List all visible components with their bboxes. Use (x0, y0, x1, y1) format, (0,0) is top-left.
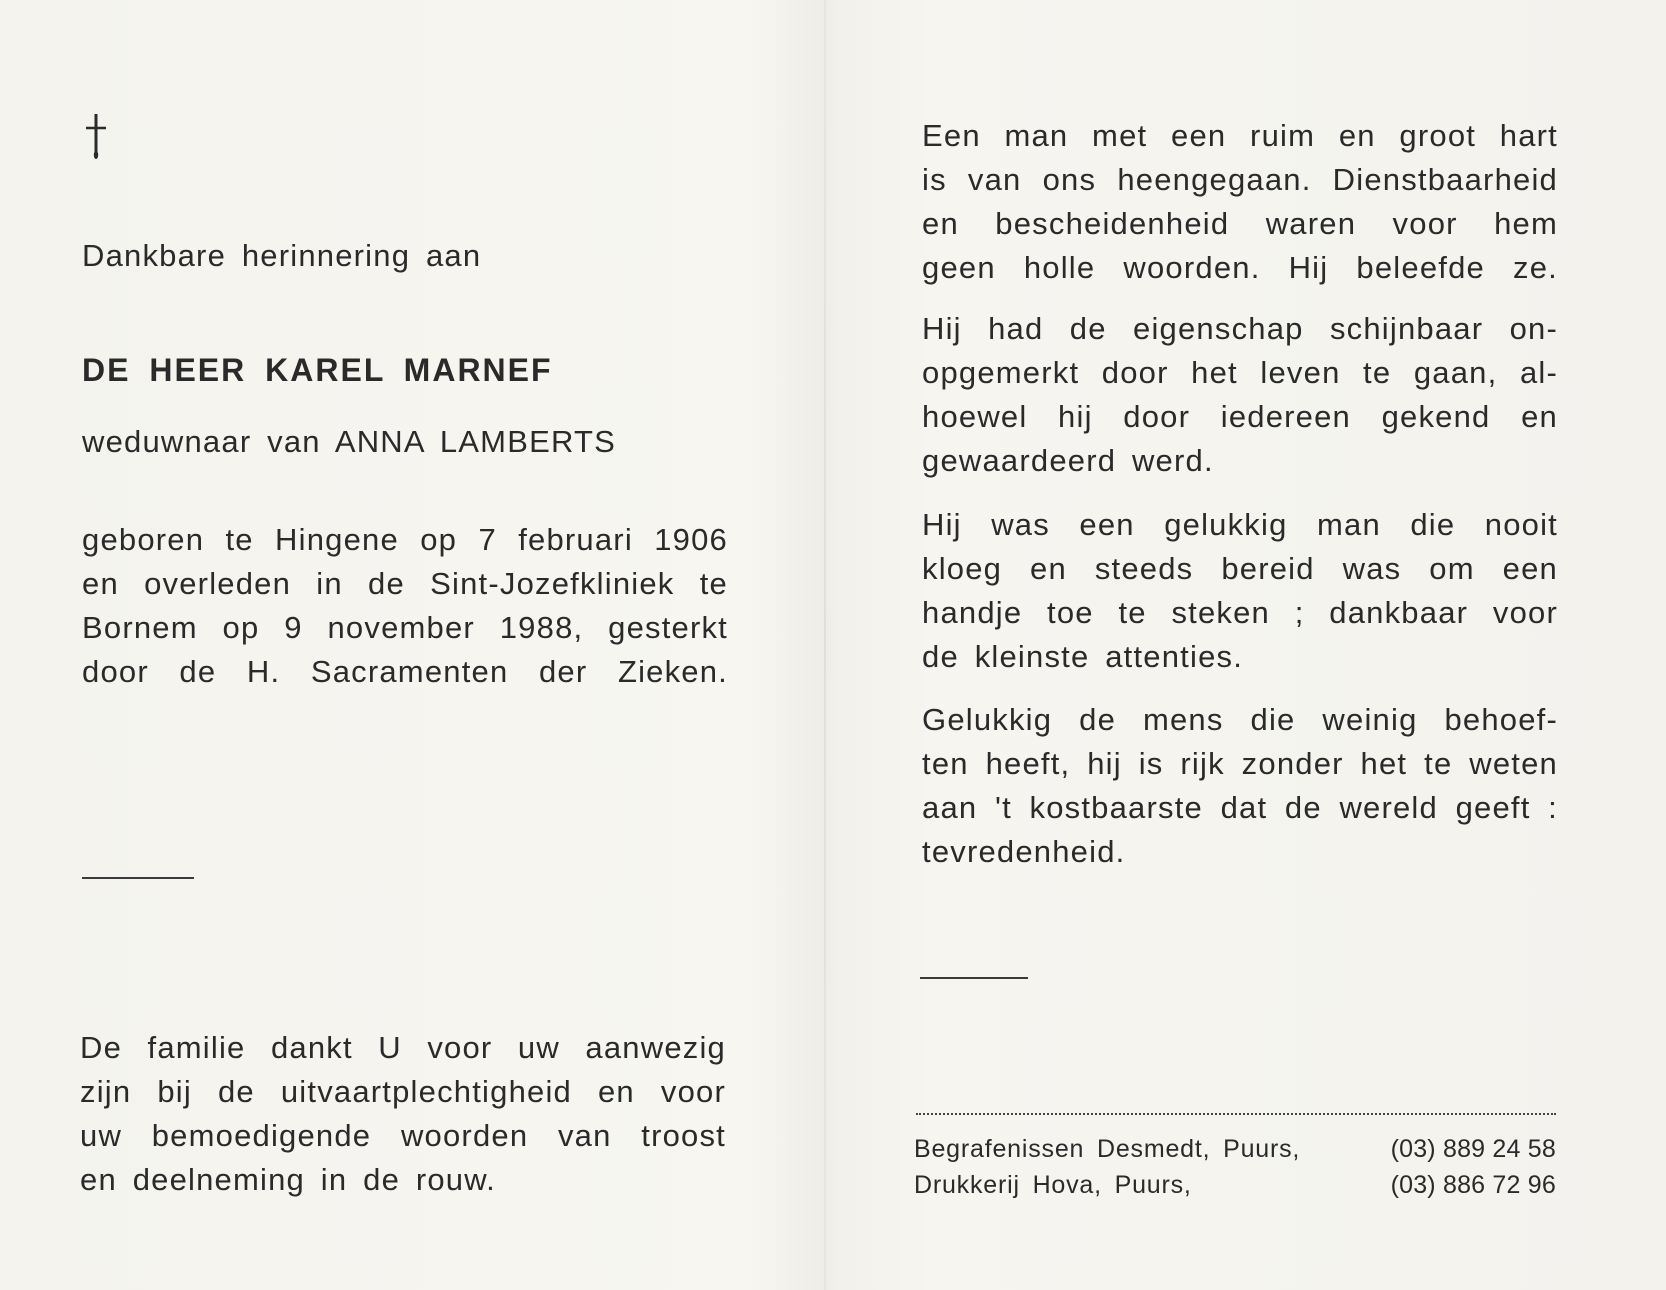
intro-text: Dankbare herinnering aan (82, 238, 482, 273)
credit-phone-2: (03) 886 72 96 (1390, 1171, 1556, 1199)
divider-right (920, 977, 1028, 979)
deceased-name: DE HEER KAREL MARNEF (82, 352, 553, 388)
birth-death-line-3: Bornem op 9 november 1988, gesterkt (82, 610, 728, 645)
p2-line-2: opgemerkt door het leven te gaan, al- (922, 355, 1558, 390)
left-panel (0, 0, 824, 1290)
p4-line-2: ten heeft, hij is rijk zonder het te weten (922, 746, 1558, 781)
spouse-text: weduwnaar van ANNA LAMBERTS (82, 424, 617, 459)
cross-icon (82, 112, 110, 160)
p1-line-1: Een man met een ruim en groot hart (922, 118, 1558, 153)
p3-line-3: handje toe te steken ; dankbaar voor (922, 595, 1558, 630)
p1-line-3: en bescheidenheid waren voor hem (922, 206, 1558, 241)
p2-line-4: gewaardeerd werd. (922, 443, 1214, 478)
p2-line-3: hoewel hij door iedereen gekend en (922, 399, 1558, 434)
birth-death-line-2: en overleden in de Sint-Jozefkliniek te (82, 566, 728, 601)
p3-line-1: Hij was een gelukkig man die nooit (922, 507, 1558, 542)
thanks-line-3: uw bemoedigende woorden van troost (80, 1118, 726, 1153)
p3-line-4: de kleinste attenties. (922, 639, 1244, 674)
p1-line-2: is van ons heengegaan. Dienstbaarheid (922, 162, 1558, 197)
thanks-line-2: zijn bij de uitvaartplechtigheid en voor (80, 1074, 726, 1109)
p1-line-4: geen holle woorden. Hij beleefde ze. (922, 250, 1558, 285)
divider-left (82, 877, 194, 879)
p2-line-1: Hij had de eigenschap schijnbaar on- (922, 311, 1558, 346)
p4-line-4: tevredenheid. (922, 834, 1126, 869)
p4-line-3: aan 't kostbaarste dat de wereld geeft : (922, 790, 1558, 825)
credit-phone-1: (03) 889 24 58 (1390, 1135, 1556, 1163)
p3-line-2: kloeg en steeds bereid was om een (922, 551, 1558, 586)
p4-line-1: Gelukkig de mens die weinig behoef- (922, 702, 1558, 737)
birth-death-line-4: door de H. Sacramenten der Zieken. (82, 654, 728, 689)
birth-death-line-1: geboren te Hingene op 7 februari 1906 (82, 522, 728, 557)
thanks-line-4: en deelneming in de rouw. (80, 1162, 496, 1197)
thanks-line-1: De familie dankt U voor uw aanwezig (80, 1030, 726, 1065)
dotted-separator (916, 1113, 1556, 1115)
credit-name-2: Drukkerij Hova, Puurs, (914, 1171, 1192, 1199)
credit-name-1: Begrafenissen Desmedt, Puurs, (914, 1135, 1301, 1163)
